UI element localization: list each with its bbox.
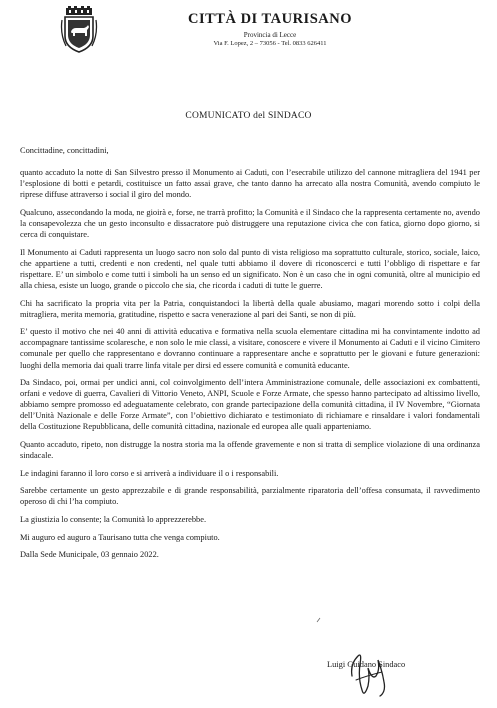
paragraph-10: La giustizia lo consente; la Comunità lo apprezzerebbe.	[20, 515, 207, 525]
paragraph-3: Il Monumento ai Caduti rappresenta un luogo sacro non solo dal punto di vista religioso ma soprattutto culturale, storico, sociale, laico, che appartiene a tutti, credenti e non credenti, nel quale tutti abbiamo il dovere di riconoscerci e tutti l’obbligo di rispettare e far rispettare. E’ un simbolo e come tutti i simboli ha un senso ed un significato. Non è un caso che in ogni comunità, oltre al municipio ed alla chiesa, esiste un luogo, grande o piccolo che sia, che ricorda i caduti di tutte le guerre.	[20, 247, 480, 290]
paragraph-6: Da Sindaco, poi, ormai per undici anni, col coinvolgimento dell’intera Amministrazione comunale, delle associazioni ex combattenti, orfani e vedove di guerra, Cavalieri di Vittorio Veneto, ANPI, Scuole e Forze Armate, che spesso hanno partecipato ad altissimo livello, abbiamo sempre promosso ed adeguatamente celebrato, con grande partecipazione della comunità cittadina, il IV Novembre, “Giornata dell’Unità Nazionale e delle Forze Armate”, con l’obiettivo dichiarato e testimoniato di richiamare e rinsaldare i valori fondamentali della Costituzione Repubblicana, delle comunità cittadina, nazionale ed europea alle quali apparteniamo.	[20, 378, 480, 432]
paragraph-2: Qualcuno, assecondando la moda, ne gioirà e, forse, ne trarrà profitto; la Comunità e il Sindaco che la rappresenta certamente no, avendo la consapevolezza che un gesto inconsulto e dissacratore può distruggere una reputazione civica che con fatica, giorno dopo giorno, si cerca di conquistare.	[20, 207, 480, 240]
salutation: Concittadine, concittadini,	[20, 146, 109, 155]
date-line: Dalla Sede Municipale, 03 gennaio 2022.	[20, 550, 159, 560]
address-line: Via F. Lopez, 2 – 73056 - Tel. 0833 626411	[213, 40, 327, 47]
municipal-crest-icon	[60, 6, 98, 54]
paragraph-1: quanto accaduto la notte di San Silvestro presso il Monumento ai Caduti, con l’esecrabile utilizzo del cannone mitragliera del 1941 per l’esplosione di botti e petardi, costituisce un fatto assai grave, che tanto danno ha arrecato alla nostra Comunità, avendo compiuto le riprese diffuse attraverso i social il giro del mondo.	[20, 168, 480, 200]
paragraph-8: Le indagini faranno il loro corso e si arriverà a individuare il o i responsabili.	[20, 468, 279, 478]
paragraph-4: Chi ha sacrificato la propria vita per la Patria, conquistandoci la libertà della quale abusiamo, magari morendo sotto i colpi della mitragliera, merita memoria, gratitudine, rispetto e sacra venerazione al pari dei Santi, se non di più.	[20, 298, 480, 319]
paragraph-11: Mi auguro ed auguro a Taurisano tutta che venga compiuto.	[20, 532, 220, 542]
ink-mark-icon	[316, 617, 322, 623]
paragraph-9: Sarebbe certamente un gesto apprezzabile e di grande responsabilità, parzialmente riparatoria dell’offesa consumata, il ravvedimento operoso di chi l’ha compiuto.	[20, 486, 480, 507]
signer-name: Luigi Guidano Sindaco	[327, 660, 406, 669]
city-title: CITTÀ DI TAURISANO	[188, 11, 352, 27]
signature-icon	[346, 646, 390, 702]
paragraph-7: Quanto accaduto, ripeto, non distrugge la nostra storia ma la offende gravemente e non si tratta di semplice violazione di una ordinanza sindacale.	[20, 440, 480, 461]
paragraph-5: E’ questo il motivo che nei 40 anni di attività educativa e formativa nella scuola elementare cittadina mi ha convintamente indotto ad accompagnare tantissime scolaresche, e non solo le mie classi, a visitare, conoscere e vivere il Monumento ai Caduti e il vicino Cimitero comunale per quello che rappresentano e dovranno continuare a rappresentare anche e soprattutto per le giovani e future generazioni: luoghi della memoria dai quali trarre linfa vitale per dirsi ed essere comunità e comunità educante.	[20, 327, 480, 370]
province-line: Provincia di Lecce	[243, 31, 297, 39]
letter-body	[20, 145, 480, 567]
document-heading: COMUNICATO del SINDACO	[185, 111, 312, 121]
